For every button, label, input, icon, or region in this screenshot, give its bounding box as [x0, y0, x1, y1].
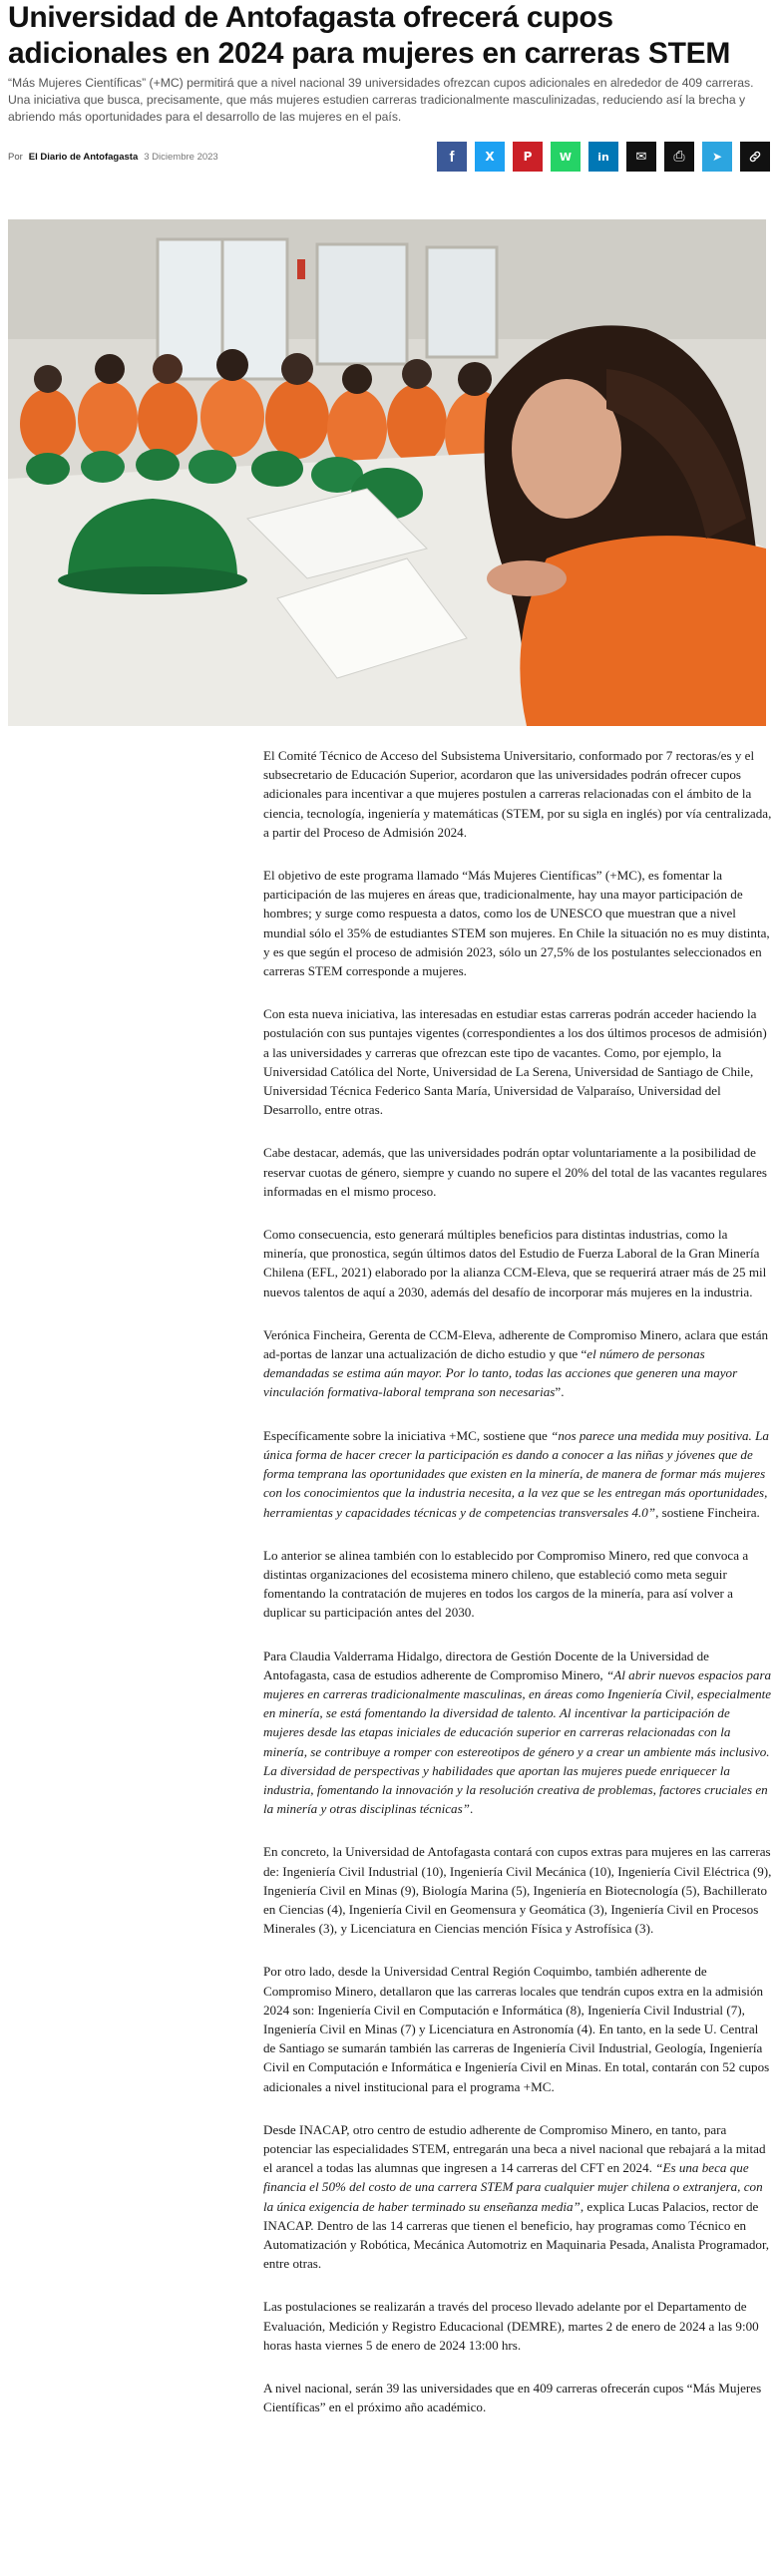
email-share-button[interactable] — [626, 142, 656, 172]
paragraph: Por otro lado, desde la Universidad Central Región Coquimbo, también adherente de Compromiso Minero, detallaron que las carreras locales que tendrán cupos extra en la admisión 2024 son: Ingeniería Civil en Computación e Informática (8), Ingeniería Civil Industrial (7), Ingeniería Civil en Minas (7) y Licenciatura en Astronomía (4). En tanto, en la sede U. Central de Santiago se sumarán también las carreras de Ingeniería Civil Industrial, Geología, Ingeniería Civil en Computación e Informática e Ingeniería Civil en Minas. En total, contarán con 52 cupos adicionales a nivel institucional para el programa +MC. — [263, 1964, 770, 2094]
quote: “Al abrir nuevos espacios para mujeres en carreras tradicionalmente masculinas, en áreas como Ingeniería Civil, especialmente en minería, se está fomentando la diversidad de talento. Al incentivar la participación de mujeres desde las etapas iniciales de educación superior en carreras relacionadas con la minería, se contribuye a romper con estereotipos de género y a crear un ambiente más inclusivo. La diversidad de perspectivas y habilidades que aportan las mujeres puede enriquecer la industria, fomentando la innovación y la resolución creativa de problemas, factores cruciales en la minería y otras disciplinas técnicas” — [263, 1666, 772, 1817]
paragraph: Como consecuencia, esto generará múltiples beneficios para distintas industrias, como la minería, que pronostica, según últimos datos del Estudio de Fuerza Laboral de la Gran Minería Chilena (EFL, 2021) elaborado por la alianza CCM-Eleva, que se requerirá atraer más de 25 mil nuevos talentos de aquí a 2030, además del desafío de incorporar más mujeres en la industria. — [263, 1227, 767, 1299]
publish-date: 3 Diciembre 2023 — [144, 151, 218, 163]
byline — [8, 152, 218, 163]
quote: “nos parece una medida muy positiva. La única forma de hacer crecer la participación es dando a conocer a las niñas y jóvenes que de forma temprana las oportunidades que existen en la minería, de manera de formar más mujeres con los conocimientos que la industria necesita, a la vez que se les entregan más oportunidades, herramientas y capacidades técnicas y de competencias transversales 4.0” — [263, 1427, 769, 1520]
classroom-photo-illustration — [8, 219, 766, 726]
article-header — [0, 0, 778, 172]
whatsapp-share-button[interactable] — [551, 142, 581, 172]
meta-row — [8, 142, 770, 172]
linkedin-icon: in — [597, 150, 609, 164]
email-icon: ✉ — [635, 149, 647, 165]
paragraph: A nivel nacional, serán 39 las universidades que en 409 carreras ofrecerán cupos “Más Mujeres Científicas” en el próximo año académico. — [263, 2381, 762, 2415]
paragraph — [263, 2120, 772, 2274]
text: , sostiene Fincheira. — [655, 1504, 760, 1520]
text: Verónica Fincheira, Gerenta de CCM-Eleva, adherente de Compromiso Minero, aclara que están ad-portas de lanzar una actualización de dicho estudio y que “ — [263, 1326, 769, 1362]
print-button[interactable] — [664, 142, 694, 172]
facebook-share-button[interactable] — [437, 142, 467, 172]
text: ”. — [555, 1384, 565, 1400]
text: , explica Lucas Palacios, rector de INACAP. Dentro de las 14 carreras que tienen el beneficio, hay programas como Técnico en Automatización y Robótica, Mecánica Automotriz en Maquinaria Pesada, Analista Programador, entre otras. — [263, 2198, 770, 2272]
telegram-icon: ➤ — [711, 150, 723, 164]
telegram-share-button[interactable] — [702, 142, 732, 172]
article-lead: “Más Mujeres Científicas” (+MC) permitirá que a nivel nacional 39 universidades ofrezcan cupos adicionales en alrededor de 409 carreras. Una iniciativa que busca, precisamente, que más mujeres estudien carreras tradicionalmente masculinizadas, reduciendo así la brecha y abriendo más oportunidades para el desarrollo de las mujeres en el país. — [8, 76, 754, 124]
paragraph — [263, 1325, 772, 1402]
paragraph: En concreto, la Universidad de Antofagasta contará con cupos extras para mujeres en las carreras de: Ingeniería Civil Industrial (10), Ingeniería Civil Mecánica (10), Ingeniería Civil Eléctrica (9), Ingeniería Civil en Minas (9), Biología Marina (5), Ingeniería en Biotecnología (5), Bachillerato en Ciencias (4), Ingeniería Civil en Geomensura y Geomática (3), Ingeniería Civil en Procesos Minerales (3), y Licenciatura en Ciencias mención Física y Astrofísica (3). — [263, 1844, 772, 1937]
paragraph: El objetivo de este programa llamado “Más Mujeres Científicas” (+MC), es fomentar la participación de las mujeres en áreas que, tradicionalmente, hay una mayor participación de hombres; y surge como respuesta a datos, como los de UNESCO que muestran que a nivel mundial sólo el 35% de estudiantes STEM son mujeres. En Chile la situación no es muy distinta, y es que según el proceso de admisión 2023, sólo un 27,5% de los postulantes seleccionados en carreras STEM corresponde a mujeres. — [263, 868, 770, 979]
facebook-icon: f — [449, 148, 455, 166]
author-link[interactable]: El Diario de Antofagasta — [28, 151, 139, 163]
article-body — [263, 746, 772, 2416]
byline-prefix: Por — [8, 151, 23, 163]
share-bar — [437, 142, 770, 172]
x-share-button[interactable] — [475, 142, 505, 172]
linkedin-share-button[interactable] — [588, 142, 618, 172]
pinterest-share-button[interactable] — [513, 142, 543, 172]
paragraph: Con esta nueva iniciativa, las interesadas en estudiar estas carreras podrán acceder haciendo la postulación con sus puntajes vigentes (correspondientes a los dos últimos procesos de admisión) a las universidades y carreras que ofrezcan este tipo de vacantes. Como, por ejemplo, la Universidad Católica del Norte, Universidad de La Serena, Universidad de Santiago de Chile, Universidad Técnica Federico Santa María, Universidad de Valparaíso, Universidad del Desarrollo, entre otras. — [263, 1006, 767, 1118]
paragraph: Lo anterior se alinea también con lo establecido por Compromiso Minero, red que convoca a distintas organizaciones del ecosistema minero chileno, que estableció como meta seguir fomentando la contratación de mujeres en todos los cargos de la minería, para así volver a duplicar su participación antes del 2030. — [263, 1547, 749, 1621]
quote: “Es una beca que financia el 50% del costo de una carrera STEM para cualquier mujer chilena o extranjera, con la única exigencia de haber terminado su enseñanza media” — [263, 2160, 763, 2214]
article-title: Universidad de Antofagasta ofrecerá cupos adicionales en 2024 para mujeres en carreras STEM — [8, 1, 731, 70]
text: . — [469, 1801, 474, 1817]
link-icon — [748, 150, 762, 164]
pinterest-icon: P — [523, 150, 533, 164]
print-icon: ⎙ — [673, 149, 685, 165]
paragraph — [263, 1426, 772, 1522]
paragraph: El Comité Técnico de Acceso del Subsistema Universitario, conformado por 7 rectoras/es y el subsecretario de Educación Superior, acordaron que las universidades podrán ofrecer cupos adicionales para incentivar a que mujeres postulen a carreras relacionadas con el ámbito de la ciencia, tecnología, ingeniería y matemáticas (STEM, por su sigla en inglés) por vía centralizada, a partir del Proceso de Admisión 2024. — [263, 748, 772, 840]
paragraph — [263, 1647, 772, 1819]
text: Desde INACAP, otro centro de estudio adherente de Compromiso Minero, en tanto, para potenciar las especialidades STEM, entregarán una beca a nivel nacional que rebajará a la mitad el arancel a todas las alumnas que ingresen a 14 carreras del CFT en 2024. — [263, 2121, 766, 2176]
copy-link-button[interactable] — [740, 142, 770, 172]
text: Para Claudia Valderrama Hidalgo, directora de Gestión Docente de la Universidad de Antofagasta, casa de estudios adherente de Compromiso Minero, — [263, 1648, 709, 1682]
whatsapp-icon: W — [559, 150, 573, 164]
quote: el número de personas demandadas se estima aún mayor. Por lo tanto, todas las acciones que generen una mayor vinculación formativa-laboral temprana son necesarias — [263, 1346, 738, 1400]
paragraph: Las postulaciones se realizarán a través del proceso llevado adelante por el Departamento de Evaluación, Medición y Registro Educacional (DEMRE), martes 2 de enero de 2024 a las 9:00 horas hasta viernes 5 de enero de 2024 13:00 hrs. — [263, 2299, 759, 2353]
hero-photo — [8, 219, 766, 726]
text: Específicamente sobre la iniciativa +MC, sostiene que — [263, 1427, 552, 1443]
x-icon: X — [485, 150, 495, 164]
paragraph: Cabe destacar, además, que las universidades podrán optar voluntariamente a la posibilidad de reservar cuotas de género, siempre y cuando no supere el 20% del total de las vacantes regulares informadas en el mismo proceso. — [263, 1145, 767, 1199]
